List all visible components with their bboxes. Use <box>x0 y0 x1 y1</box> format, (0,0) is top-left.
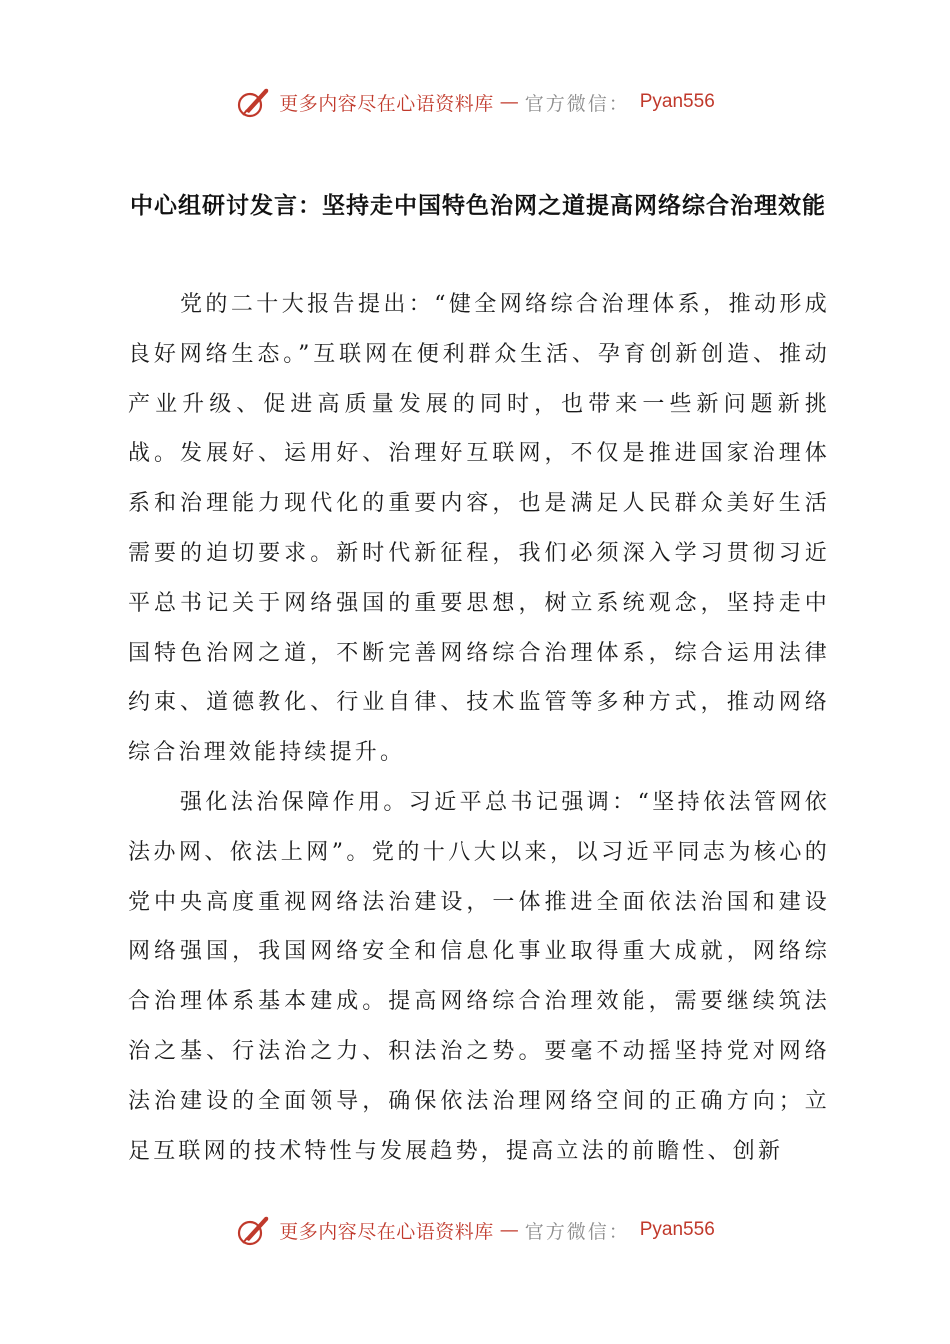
watermark-official-label: 官方微信： <box>524 1220 630 1243</box>
watermark-dash: — <box>499 91 519 113</box>
paragraph-rule-of-law: 强化法治保障作用。习近平总书记强调：“坚持依法管网依法办网、依法上网”。党的十八大以来，以习近平同志为核心的党中央高度重视网络法治建设，一体推进全面依法治国和建设网络强国，我国网络安全和信息化事业取得重大成就，网络综合治理体系基本建成。提高网络综合治理效能，需要继续筑法治之基、行法治之力、积法治之势。要毫不动摇坚持党对网络法治建设的全面领导，确保依法治理网络空间的正确方向；立足互联网的技术特性与发展趋势，提高立法的前瞻性、创新 <box>128 789 830 1164</box>
quill-pen-logo-icon <box>235 84 273 120</box>
footer-watermark <box>0 1210 950 1250</box>
watermark-wechat-id: Pyan556 <box>639 1219 715 1240</box>
document-body <box>128 280 830 1176</box>
document-title: 中心组研讨发言：坚持走中国特色治网之道提高网络综合治理效能 <box>130 193 826 219</box>
paragraph-intro: 党的二十大报告提出：“健全网络综合治理体系，推动形成良好网络生态。”互联网在便利群众生活、孕育创新创造、推动产业升级、促进高质量发展的同时，也带来一些新问题新挑战。发展好、运用好、治理好互联网，不仅是推进国家治理体系和治理能力现代化的重要内容，也是满足人民群众美好生活需要的迫切要求。新时代新征程，我们必须深入学习贯彻习近平总书记关于网络强国的重要思想，树立系统观念，坚持走中国特色治网之道，不断完善网络综合治理体系，综合运用法律约束、道德教化、行业自律、技术监管等多种方式，推动网络综合治理效能持续提升。 <box>128 292 830 766</box>
watermark-brand: 更多内容尽在心语资料库 <box>279 92 494 115</box>
watermark-official-label: 官方微信： <box>524 92 630 115</box>
quill-pen-logo-icon <box>235 1212 273 1248</box>
watermark-dash: — <box>499 1219 519 1241</box>
header-watermark <box>0 82 950 122</box>
watermark-brand: 更多内容尽在心语资料库 <box>279 1220 494 1243</box>
watermark-wechat-id: Pyan556 <box>639 91 715 112</box>
